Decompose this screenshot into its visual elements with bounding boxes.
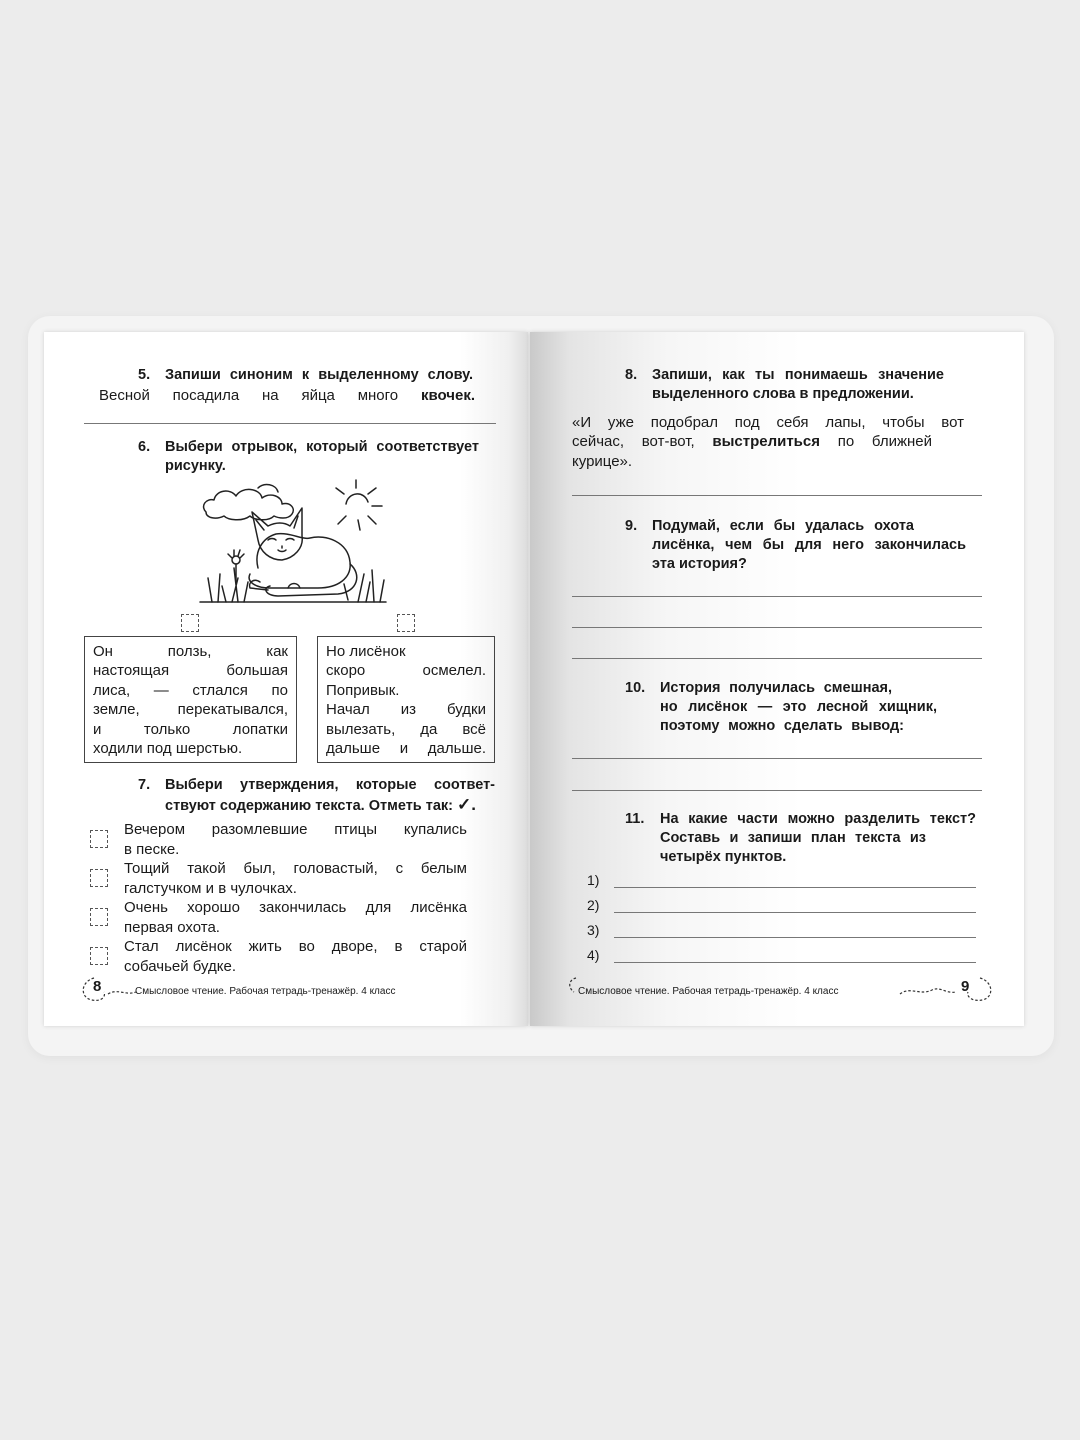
task8-quote-line1: «И уже подобрал под себя лапы, чтобы вот [572, 414, 964, 431]
task10-answer-line[interactable] [572, 758, 982, 759]
fox-illustration-icon [198, 478, 388, 608]
passage-a-box [84, 636, 297, 763]
passage-a-line: лиса, — стлался по [93, 681, 288, 699]
option-checkbox[interactable] [90, 947, 108, 965]
right-page [530, 332, 1024, 1026]
task10-number: 10. [625, 680, 646, 696]
passage-a-line: Он ползь, как [93, 643, 288, 660]
task6-instruction-line2: рисунку. [165, 458, 226, 474]
passage-b-line: вылезать, да всё [326, 720, 486, 738]
task5-instruction: Запиши синоним к выделенному слову. [165, 367, 473, 383]
task9-instruction-line1: Подумай, если бы удалась охота [652, 518, 914, 534]
plan-item-number: 4) [587, 947, 600, 963]
passage-b-line: скоро осмелел. [326, 662, 486, 680]
footer-title-right: Смысловое чтение. Рабочая тетрадь-тренажёр. 4 класс [578, 986, 839, 997]
left-page [44, 332, 528, 1026]
passage-a-line: ходили под шерстью. [93, 740, 243, 758]
task9-answer-line[interactable] [572, 596, 982, 597]
passage-b-line: дальше и дальше. [326, 740, 486, 758]
task9-instruction-line3: эта история? [652, 556, 747, 572]
task9-number: 9. [625, 518, 638, 534]
task9-answer-line[interactable] [572, 658, 982, 659]
task7-number: 7. [138, 777, 151, 793]
task5-number: 5. [138, 367, 151, 383]
option-checkbox[interactable] [90, 869, 108, 887]
passage-a-line: и только лопатки [93, 720, 288, 738]
task8-bold-word: выстрелиться [712, 433, 820, 450]
option-item [124, 937, 467, 976]
passage-a-checkbox[interactable] [181, 614, 199, 632]
option-item [124, 898, 467, 937]
footer-title-left: Смысловое чтение. Рабочая тетрадь-тренажёр. 4 класс [135, 986, 396, 997]
page-number-right: 9 [961, 978, 970, 995]
task11-number: 11. [625, 811, 645, 827]
task6-instruction-line1: Выбери отрывок, который соответствует [165, 439, 479, 455]
task10-instruction-line2: но лисёнок — это лесной хищник, [660, 699, 937, 715]
option-text: собачьей будке. [124, 957, 237, 975]
plan-item-number: 1) [587, 872, 600, 888]
option-item [124, 859, 467, 898]
plan-item-line[interactable] [614, 962, 976, 963]
task9-instruction-line2: лисёнка, чем бы для него закончилась [652, 537, 966, 553]
option-text: Вечером разомлевшие птицы купались [124, 821, 467, 838]
task6-number: 6. [138, 439, 151, 455]
option-text: в песке. [124, 840, 180, 858]
task11-instruction-line1: На какие части можно разделить текст? [660, 811, 976, 827]
task7-instruction-text: ствуют содержанию текста. Отметь так: [165, 798, 453, 814]
task5-sentence-text: Весной посадила на яйца много [99, 387, 399, 404]
passage-b-line: Начал из будки [326, 701, 486, 719]
plan-item-number: 3) [587, 922, 600, 938]
plan-item-line[interactable] [614, 887, 976, 888]
option-item [124, 820, 467, 859]
passage-b-checkbox[interactable] [397, 614, 415, 632]
option-text: галстучком и в чулочках. [124, 879, 297, 897]
task8-number: 8. [625, 367, 638, 383]
task5-bold-word: квочек. [420, 387, 476, 404]
task10-answer-line[interactable] [572, 790, 982, 791]
plan-item-number: 2) [587, 897, 600, 913]
passage-b-line: Попривык. [326, 681, 400, 699]
task5-sentence [99, 386, 475, 406]
option-checkbox[interactable] [90, 908, 108, 926]
option-text: Стал лисёнок жить во дворе, в старой [124, 938, 467, 955]
task5-answer-line[interactable] [84, 423, 496, 424]
task9-answer-line[interactable] [572, 627, 982, 628]
task8-instruction-line2: выделенного слова в предложении. [652, 386, 914, 402]
task10-instruction-line1: История получилась смешная, [660, 680, 892, 696]
option-text: первая охота. [124, 918, 220, 936]
task10-instruction-line3: поэтому можно сделать вывод: [660, 718, 904, 734]
task8-answer-line[interactable] [572, 495, 982, 496]
option-text: Очень хорошо закончилась для лисёнка [124, 899, 467, 916]
task8-quote-line3: курице». [572, 453, 633, 470]
passage-a-line: земле, перекатывался, [93, 701, 288, 719]
task8-quote-text: сейчас, вот-вот, [572, 433, 695, 450]
task8-quote-line2 [572, 432, 932, 452]
task7-instruction-line2 [165, 795, 505, 817]
task8-quote-text: по ближней [837, 433, 932, 450]
task11-instruction-line2: Составь и запиши план текста из [660, 830, 926, 846]
plan-item-line[interactable] [614, 912, 976, 913]
page-number-left: 8 [93, 978, 102, 995]
option-text: Тощий такой был, головастый, с белым [124, 860, 467, 877]
passage-a-line: настоящая большая [93, 662, 288, 680]
passage-b-box [317, 636, 495, 763]
option-checkbox[interactable] [90, 830, 108, 848]
passage-b-line: Но лисёнок [326, 643, 406, 660]
plan-item-line[interactable] [614, 937, 976, 938]
task11-instruction-line3: четырёх пунктов. [660, 849, 787, 865]
task8-instruction-line1: Запиши, как ты понимаешь значение [652, 367, 944, 383]
task7-instruction-line1: Выбери утверждения, которые соответ- [165, 777, 495, 793]
check-mark-icon: ✓. [457, 795, 476, 814]
